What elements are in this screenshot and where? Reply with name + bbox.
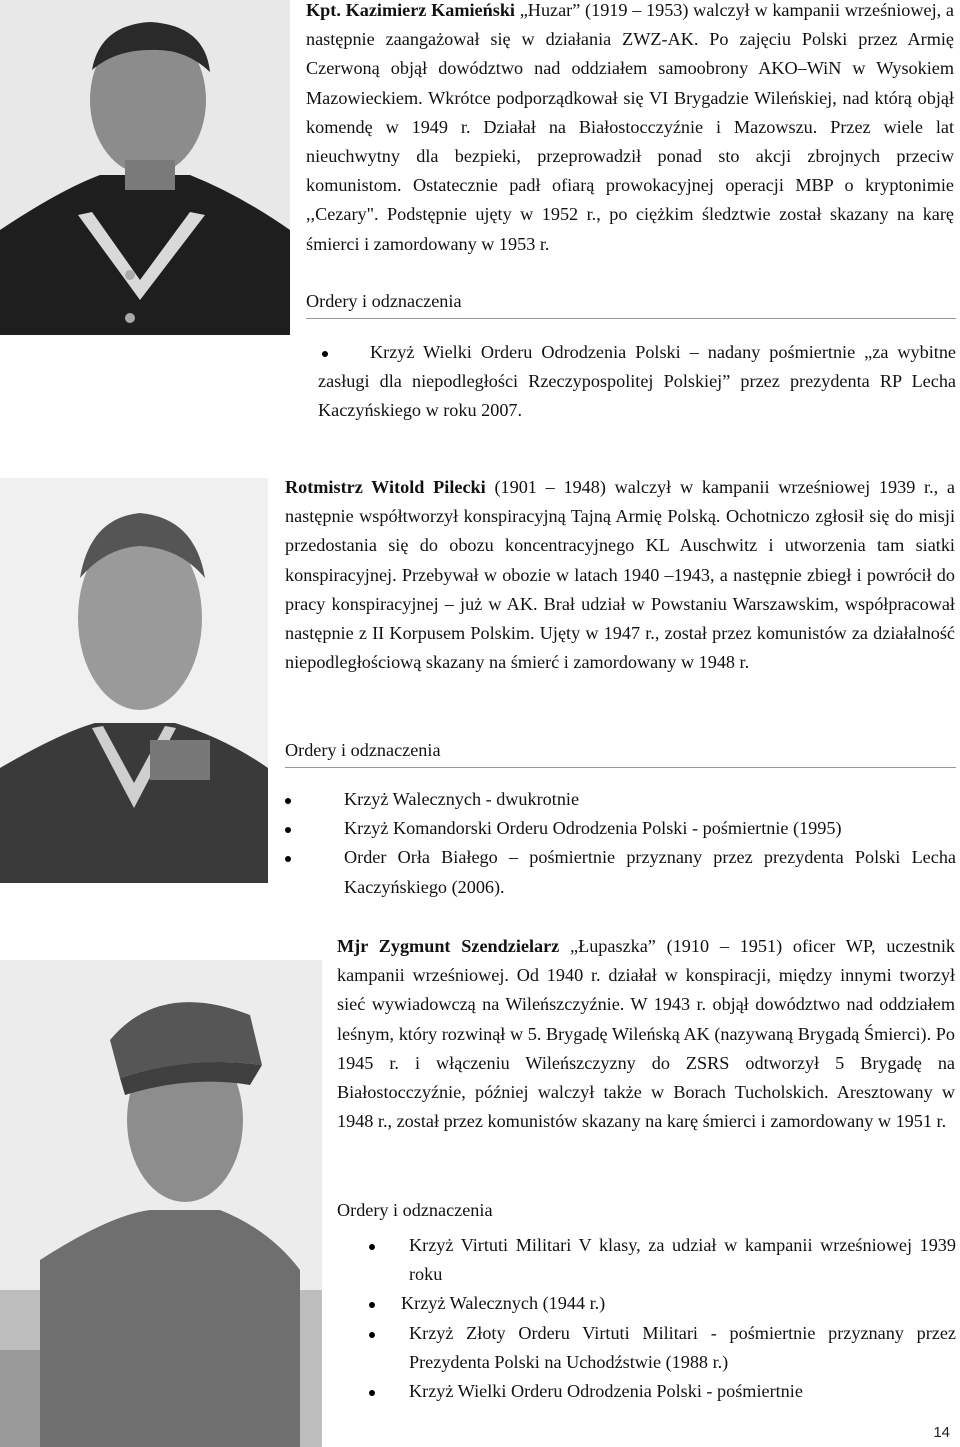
list-item: Krzyż Walecznych (1944 r.) bbox=[369, 1289, 956, 1318]
name-kamienski: Kpt. Kazimierz Kamieński bbox=[306, 0, 515, 20]
portrait-photo-pilecki bbox=[0, 478, 268, 883]
bullet-icon bbox=[322, 351, 328, 357]
bullet-icon bbox=[285, 827, 291, 833]
bio-szendzielarz bbox=[337, 932, 955, 1136]
bio-text-kamienski: „Huzar” (1919 – 1953) walczył w kampanii wrześniowej, a następnie zaangażował się w działania ZWZ-AK. Po zajęciu Polski przez Armię Czerwoną objął dowództwo nad oddziałem samoobrony AKO–WiN w Wysokiem Mazowieckiem. Wkrótce podporządkował się VI Brygadzie Wileńskiej, nad którą objął komendę w 1949 r. Działał na Białostocczyźnie i Mazowszu. Przez wiele lat nieuchwytny dla bezpieki, przeprowadził ponad sto akcji zbrojnych przeciw komunistom. Ostatecznie padł ofiarą prowokacyjnej operacji MBP o kryptonimie ,,Cezary". Podstępnie ujęty w 1952 r., po ciężkim śledztwie został skazany na karę śmierci i zamordowany w 1953 r. bbox=[306, 0, 955, 254]
bullet-icon bbox=[369, 1244, 375, 1250]
list-item: Krzyż Virtuti Militari V klasy, za udział w kampanii wrześniowej 1939 roku bbox=[369, 1231, 956, 1289]
list-item: Krzyż Walecznych - dwukrotnie bbox=[285, 785, 956, 814]
name-szendzielarz: Mjr Zygmunt Szendzielarz bbox=[337, 936, 560, 956]
bio-text-pilecki: (1901 – 1948) walczył w kampanii wrześniowej 1939 r., a następnie współtworzył konspiracyjną Tajną Armię Polską. Ochotniczo zgłosił się do misji przedostania się do obozu koncentracyjnego KL Auschwitz i utworzenia tam siatki konspiracyjnej. Przebywał w obozie w latach 1940 –1943, a następnie zbiegł i powrócił do pracy konspiracyjnej – już w AK. Brał udział w Powstaniu Warszawskim, współpracował następnie z II Korpusem Polskim. Ujęty w 1947 r., został przez komunistów za działalność niepodległościową skazany na śmierć i zamordowany w 1948 r. bbox=[285, 477, 955, 673]
bio-kamienski bbox=[306, 0, 954, 259]
bullet-icon bbox=[285, 798, 291, 804]
bullet-icon bbox=[369, 1390, 375, 1396]
orders-list-szendzielarz bbox=[369, 1231, 956, 1406]
list-item: Krzyż Wielki Orderu Odrodzenia Polski - pośmiertnie bbox=[369, 1377, 956, 1406]
orders-heading-szendzielarz: Ordery i odznaczenia bbox=[337, 1200, 493, 1220]
bullet-icon bbox=[285, 856, 291, 862]
page-number: 14 bbox=[933, 1424, 950, 1441]
portrait-photo-kamienski bbox=[0, 0, 290, 335]
list-item: Krzyż Wielki Orderu Odrodzenia Polski – nadany pośmiertnie „za wybitne zasługi dla niepodległości Rzeczypospolitej Polskiej” przez prezydenta RP Lecha Kaczyńskiego w roku 2007. bbox=[318, 342, 956, 421]
list-item: Krzyż Komandorski Orderu Odrodzenia Polski - pośmiertnie (1995) bbox=[285, 814, 956, 843]
divider-kamienski bbox=[306, 318, 956, 319]
bio-text-szendzielarz: „Łupaszka” (1910 – 1951) oficer WP, uczestnik kampanii wrześniowej. Od 1940 r. działał w konspiracji, między innymi tworzył sieć wywiadowczą na Wileńszczyźnie. W 1943 r. objął dowództwo nad oddziałem leśnym, który rozwinął w 5. Brygadę Wileńską AK (nazywaną Brygadą Śmierci). Po 1945 r. i włączeniu Wileńszczyzny do ZSRS odtworzył 5 Brygadę na Białostocczyźnie, później walczył także w Borach Tucholskich. Aresztowany w 1948 r., został przez komunistów skazany na karę śmierci i zamordowany w 1951 r. bbox=[337, 936, 956, 1132]
portrait-photo-szendzielarz bbox=[0, 960, 322, 1447]
orders-list-pilecki bbox=[285, 785, 956, 902]
bio-pilecki bbox=[285, 473, 955, 677]
list-item: Order Orła Białego – pośmiertnie przyznany przez prezydenta Polski Lecha Kaczyńskiego (2006). bbox=[285, 843, 956, 901]
list-item: Krzyż Złoty Orderu Virtuti Militari - pośmiertnie przyznany przez Prezydenta Polski na Uchodźstwie (1988 r.) bbox=[369, 1319, 956, 1377]
orders-heading-pilecki: Ordery i odznaczenia bbox=[285, 740, 441, 760]
name-pilecki: Rotmistrz Witold Pilecki bbox=[285, 477, 486, 497]
divider-pilecki bbox=[285, 767, 956, 768]
orders-list-kamienski bbox=[318, 338, 956, 426]
bullet-icon bbox=[369, 1302, 375, 1308]
orders-heading-kamienski: Ordery i odznaczenia bbox=[306, 291, 462, 311]
bullet-icon bbox=[369, 1332, 375, 1338]
